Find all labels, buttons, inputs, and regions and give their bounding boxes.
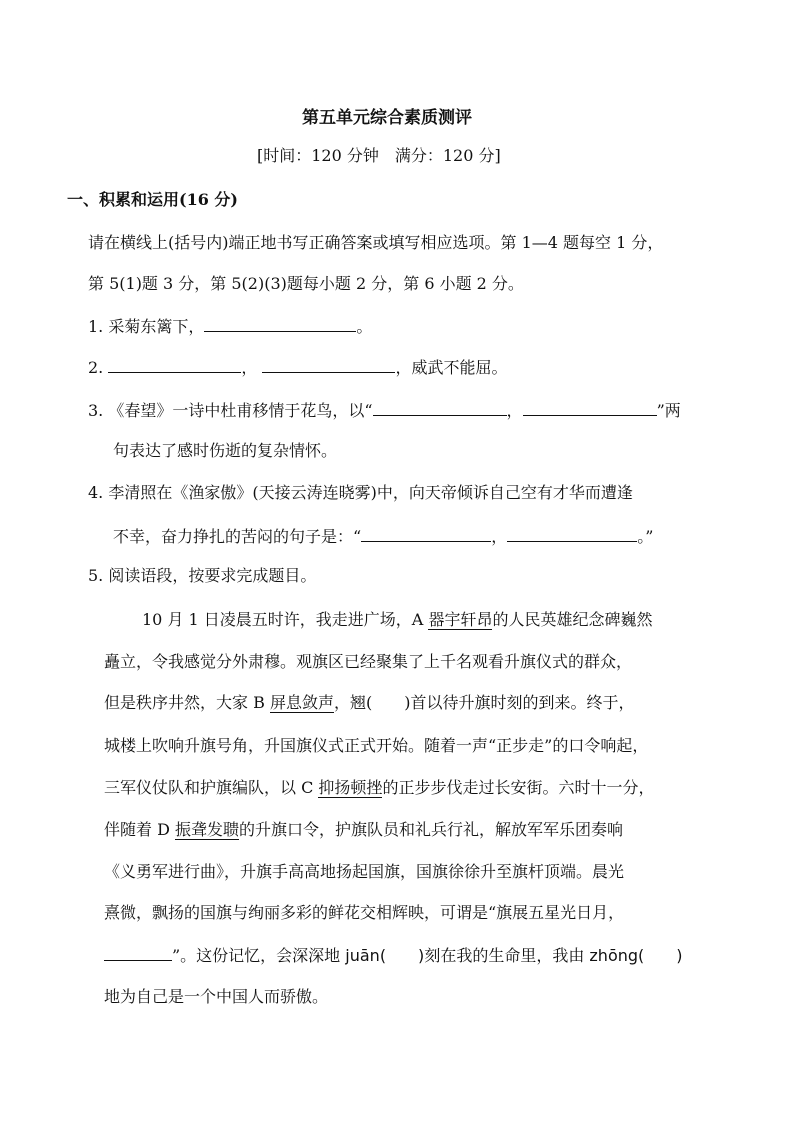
page-title: 第五单元综合素质测评 (302, 108, 472, 128)
passage-line-8: 熹微，飘扬的国旗与绚丽多彩的鲜花交相辉映，可谓是“旗展五星光日月， (104, 903, 625, 922)
q2-number: 2. (88, 358, 104, 377)
term-a: 器宇轩昂 (428, 610, 493, 629)
question-1 (88, 316, 372, 337)
question-2 (88, 357, 507, 378)
q2-comma: ， (241, 358, 258, 377)
passage-line-10: 地为自己是一个中国人而骄傲。 (104, 987, 329, 1006)
q1-prefix: 1. 采菊东篱下， (88, 317, 205, 336)
passage-text: 刻在我的生命里，我由 (424, 946, 590, 965)
pinyin-juan: juān( ) (345, 946, 425, 965)
q3-suffix: ”两 (656, 401, 681, 420)
passage-answer-blank[interactable] (104, 945, 172, 961)
passage-text: 的人民英雄纪念碑巍然 (492, 610, 653, 629)
passage-line-2: 矗立，令我感觉分外肃穆。观旗区已经聚集了上千名观看升旗仪式的群众， (104, 652, 633, 671)
question-4-line-2 (113, 526, 653, 547)
passage-text: 的升旗口令，护旗队员和礼兵行礼，解放军军乐团奏响 (239, 820, 624, 839)
term-c: 抑扬顿挫 (318, 778, 383, 797)
passage-line-4: 城楼上吹响升旗号角，升国旗仪式正式开始。随着一声“正步走”的口令响起， (104, 736, 649, 755)
passage-line-9 (104, 945, 683, 966)
question-3-line-2: 句表达了感时伤逝的复杂情怀。 (113, 441, 338, 460)
term-d: 振聋发聩 (175, 820, 240, 839)
q4-prefix: 不幸，奋力挣扎的苦闷的句子是：“ (113, 527, 362, 546)
passage-line-3 (104, 693, 634, 713)
section-heading: 一、积累和运用(16 分) (67, 190, 238, 209)
instruction-line-2: 第 5(1)题 3 分，第 5(2)(3)题每小题 2 分，第 6 小题 2 分。 (88, 274, 524, 293)
question-4-line-1: 4. 李清照在《渔家傲》(天接云涛连晓雾)中，向天帝倾诉自己空有才华而遭逢 (88, 483, 633, 502)
question-3 (88, 400, 681, 421)
passage-text: ”。这份记忆，会深深地 (172, 946, 346, 965)
passage-line-5 (104, 778, 654, 798)
q2-answer-blank-2[interactable] (262, 357, 395, 373)
passage-line-7: 《义勇军进行曲》，升旗手高高地扬起国旗，国旗徐徐升至旗杆顶端。晨光 (104, 862, 625, 881)
passage-text: 的正步步伐走过长安街。六时十一分， (382, 778, 655, 797)
q3-prefix: 3. 《春望》一诗中杜甫移情于花鸟，以“ (88, 401, 373, 420)
q2-suffix: ，威武不能屈。 (395, 358, 508, 377)
q3-comma: ， (506, 401, 523, 420)
passage-line-1 (142, 610, 652, 630)
question-5-label: 5. 阅读语段，按要求完成题目。 (88, 566, 317, 585)
q4-suffix: 。” (637, 527, 654, 546)
pinyin-zhong: zhōng( ) (589, 946, 683, 965)
q3-answer-blank-1[interactable] (373, 400, 507, 416)
q3-answer-blank-2[interactable] (523, 400, 657, 416)
passage-text: 但是秩序井然，大家 B (104, 693, 270, 712)
q1-suffix: 。 (356, 317, 373, 336)
passage-text: 10 月 1 日凌晨五时许，我走进广场，A (142, 610, 429, 629)
time-info: [时间：120 分钟 满分：120 分] (257, 146, 501, 165)
passage-text: 三军仪仗队和护旗编队，以 C (104, 778, 319, 797)
q4-answer-blank-2[interactable] (507, 526, 637, 542)
passage-text: 伴随着 D (104, 820, 176, 839)
q2-answer-blank-1[interactable] (108, 357, 241, 373)
term-b: 屏息敛声 (269, 693, 334, 712)
passage-line-6 (104, 820, 623, 840)
passage-text: ，翘( )首以待升旗时刻的到来。终于， (333, 693, 635, 712)
q1-answer-blank[interactable] (204, 316, 356, 332)
instruction-line-1: 请在横线上(括号内)端正地书写正确答案或填写相应选项。第 1—4 题每空 1 分， (88, 233, 664, 252)
q4-comma: ， (491, 527, 508, 546)
q4-answer-blank-1[interactable] (361, 526, 491, 542)
